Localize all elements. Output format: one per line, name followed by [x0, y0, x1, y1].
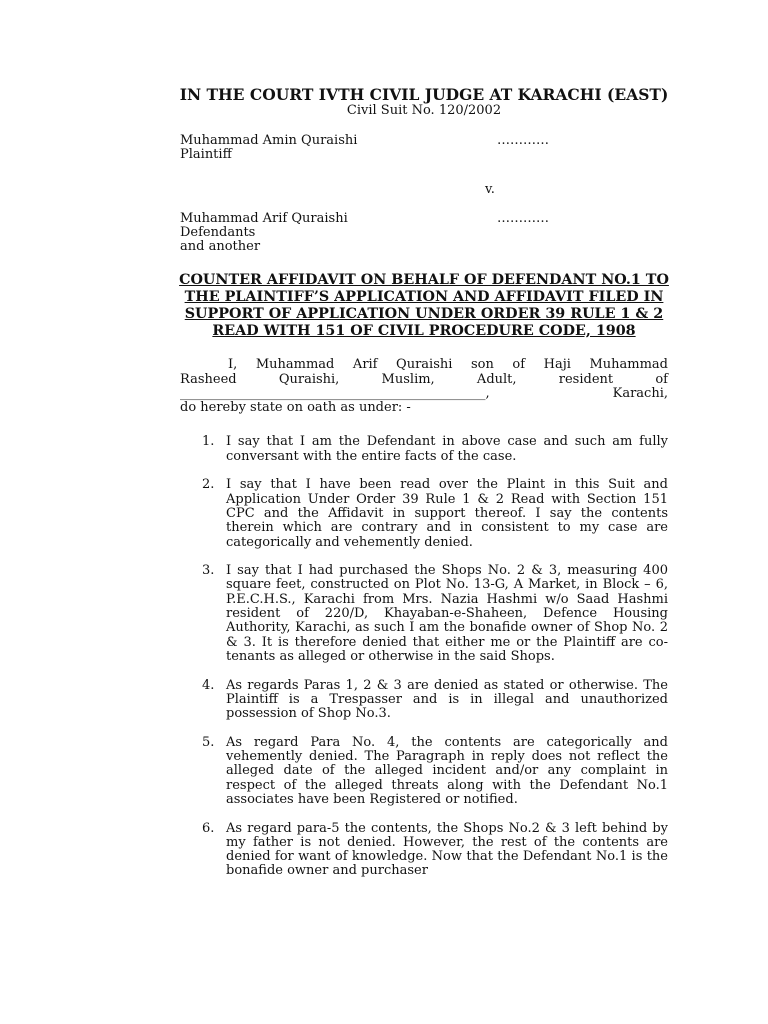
- suit-number: Civil Suit No. 120/2002: [346, 103, 502, 118]
- defendant-extra: and another: [180, 239, 261, 255]
- paragraph-number: 3.: [202, 563, 215, 579]
- defendant-dots: …………: [497, 210, 549, 226]
- list-item: [180, 435, 668, 464]
- list-item: [180, 564, 668, 664]
- paragraph-number: 1.: [202, 434, 215, 450]
- list-item: [180, 679, 668, 722]
- plaintiff-dots: …………: [497, 133, 549, 148]
- paragraph-list: [180, 435, 668, 878]
- defendant-block: [180, 212, 668, 255]
- list-item: [180, 478, 668, 549]
- paragraph-number: 2.: [202, 477, 215, 493]
- intro-line: _______________________________________________, Karachi,: [180, 385, 668, 401]
- paragraph-text: As regard para-5 the contents, the Shops No.2 & 3 left behind by my father is not denied. However, the rest of the contents are denied for want of knowledge. Now that the Defendant No.1 is the bonafide owner and purchaser: [226, 820, 668, 879]
- intro-paragraph: [180, 358, 668, 415]
- affidavit-page: [180, 86, 668, 893]
- plaintiff-role: Plaintiff: [180, 147, 232, 163]
- intro-line: I, Muhammad Arif Quraishi son of Haji Muhammad: [228, 357, 668, 373]
- paragraph-text: I say that I am the Defendant in above case and such am fully conversant with the entire facts of the case.: [226, 434, 668, 464]
- intro-line: Rasheed Quraishi, Muslim, Adult, resident of: [180, 371, 668, 387]
- paragraph-number: 5.: [202, 734, 215, 750]
- defendant-name: Muhammad Arif Quraishi: [180, 210, 348, 226]
- plaintiff-name: Muhammad Amin Quraishi: [180, 133, 358, 148]
- paragraph-text: As regards Paras 1, 2 & 3 are denied as stated or otherwise. The Plaintiff is a Trespasser and is in illegal and unauthorized possession of Shop No.3.: [226, 677, 668, 722]
- list-item: [180, 736, 668, 807]
- paragraph-text: As regard Para No. 4, the contents are categorically and vehemently denied. The Paragraph in reply does not reflect the alleged date of the alleged incident and/or any complaint in respect of the alleged threats along with the Defendant No.1 associates have been Registered or notified.: [226, 734, 668, 807]
- paragraph-number: 4.: [202, 677, 215, 693]
- court-title: IN THE COURT IVTH CIVIL JUDGE AT KARACHI (EAST): [179, 85, 669, 104]
- intro-line: do hereby state on oath as under: -: [180, 400, 411, 416]
- paragraph-text: I say that I had purchased the Shops No. 2 & 3, measuring 400 square feet, constructed on Plot No. 13-G, A Market, in Block – 6, P.E.C.H.S., Karachi from Mrs. Nazia Hashmi w/o Saad Hashmi resident of 220/D, Khayaban-e-Shaheen, Defence Housing Authority, Karachi, as such I am the bonafide owner of Shop No. 2 & 3. It is therefore denied that either me or the Plaintiff are co-tenants as alleged or otherwise in the said Shops.: [226, 563, 668, 664]
- paragraph-number: 6.: [202, 820, 215, 836]
- versus-label: v.: [485, 181, 495, 197]
- list-item: [180, 822, 668, 879]
- paragraph-text: I say that I have been read over the Plaint in this Suit and Application Under Order 39 Rule 1 & 2 Read with Section 151 CPC and the Affidavit in support thereof. I say the contents therein which are contrary and in consistent to my case are categorically and vehemently denied.: [226, 477, 668, 550]
- affidavit-heading: COUNTER AFFIDAVIT ON BEHALF OF DEFENDANT NO.1 TO THE PLAINTIFF’S APPLICATION AND AFFIDAVIT FILED IN SUPPORT OF APPLICATION UNDER ORDER 39 RULE 1 & 2 READ WITH 151 OF CIVIL PROCEDURE CODE, 1908: [179, 272, 669, 339]
- defendant-role: Defendants: [180, 224, 256, 240]
- plaintiff-block: [180, 134, 668, 163]
